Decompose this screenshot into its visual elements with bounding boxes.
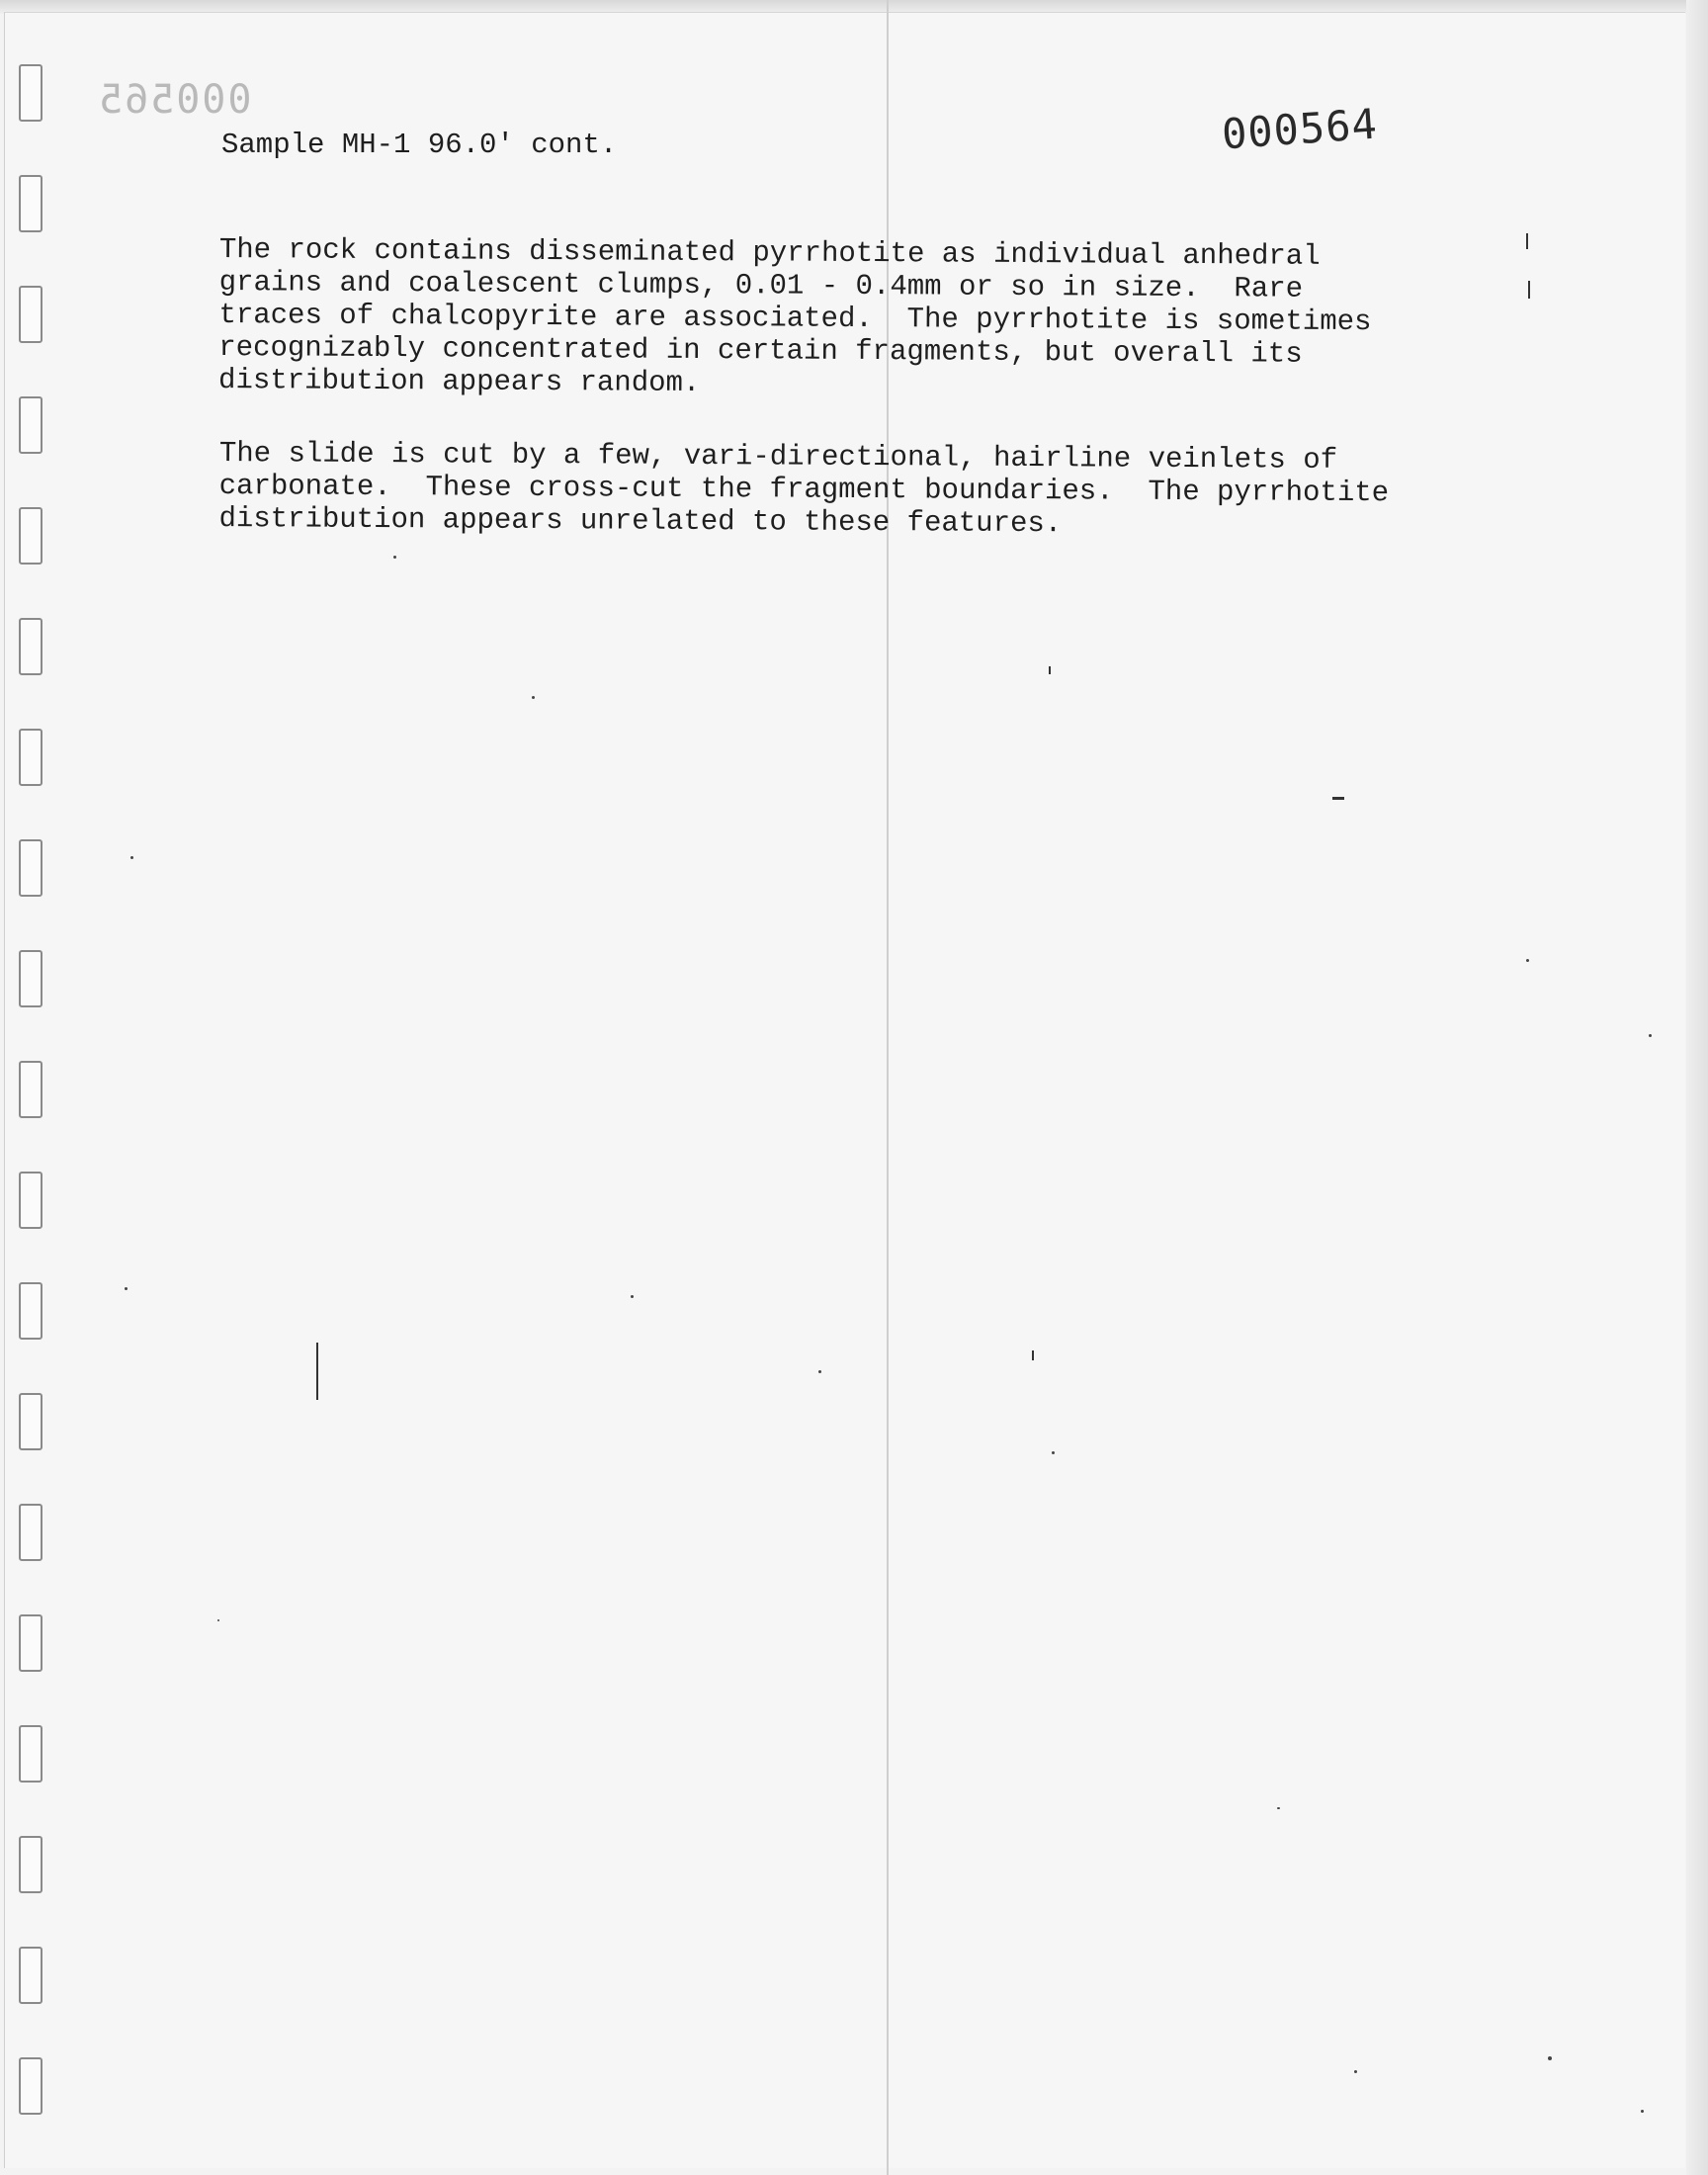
binder-hole [19, 1947, 43, 2004]
scan-speck [818, 1370, 821, 1373]
text-line: recognizably concentrated in certain fragments, but overall its [218, 330, 1303, 371]
binder-hole [19, 1172, 43, 1229]
scan-speck [1641, 2110, 1644, 2113]
paragraph-pyrrhotite [218, 233, 1372, 403]
binder-hole [19, 1614, 43, 1672]
paragraph-veinlets [218, 437, 1389, 542]
text-line: distribution appears random. [217, 363, 701, 399]
scan-mark [316, 1343, 318, 1400]
scan-mark [1528, 281, 1530, 299]
scan-speck [532, 696, 535, 699]
binder-hole [19, 839, 43, 897]
binder-hole [19, 1282, 43, 1340]
binder-hole [19, 2057, 43, 2115]
bleed-through-stamp-number: 000565 [97, 77, 252, 123]
scan-speck [1052, 1451, 1055, 1454]
scan-speck [217, 1619, 219, 1621]
binder-hole [19, 618, 43, 675]
text-line: distribution appears unrelated to these features. [218, 501, 1063, 541]
text-line: The rock contains disseminated pyrrhotite as individual anhedral [218, 233, 1321, 273]
scan-speck [1548, 2056, 1552, 2060]
binder-hole [19, 729, 43, 786]
scan-mark [1049, 666, 1051, 674]
binder-hole [19, 1504, 43, 1561]
sample-heading: Sample MH-1 96.0' cont. [221, 129, 618, 161]
scan-mark [1032, 1350, 1034, 1360]
binder-hole [19, 1836, 43, 1893]
scan-speck [393, 556, 396, 559]
page-number-stamp: 000564 [1220, 99, 1380, 159]
scan-speck [1277, 1807, 1280, 1809]
binder-hole [19, 950, 43, 1007]
scan-speck [1649, 1034, 1652, 1037]
scan-speck [1526, 959, 1529, 962]
binder-hole [19, 286, 43, 343]
binder-holes [19, 64, 48, 2140]
binder-hole [19, 64, 43, 122]
scan-mark [1526, 233, 1528, 249]
binder-hole [19, 1725, 43, 1783]
binder-hole [19, 1393, 43, 1450]
text-line: carbonate. These cross-cut the fragment boundaries. The pyrrhotite [218, 469, 1390, 510]
binder-hole [19, 175, 43, 232]
text-line: The slide is cut by a few, vari-directional, hairline veinlets of [218, 437, 1338, 477]
text-line: traces of chalcopyrite are associated. The pyrrhotite is sometimes [218, 298, 1372, 339]
binder-hole [19, 396, 43, 454]
scan-speck [130, 856, 133, 859]
binder-hole [19, 507, 43, 565]
scan-speck [125, 1287, 128, 1290]
scan-speck [1354, 2070, 1357, 2073]
scan-right-edge [1686, 0, 1708, 2175]
binder-hole [19, 1061, 43, 1118]
scan-mark [1332, 797, 1344, 800]
scan-speck [631, 1295, 634, 1298]
text-line: grains and coalescent clumps, 0.01 - 0.4mm or so in size. Rare [218, 265, 1304, 305]
